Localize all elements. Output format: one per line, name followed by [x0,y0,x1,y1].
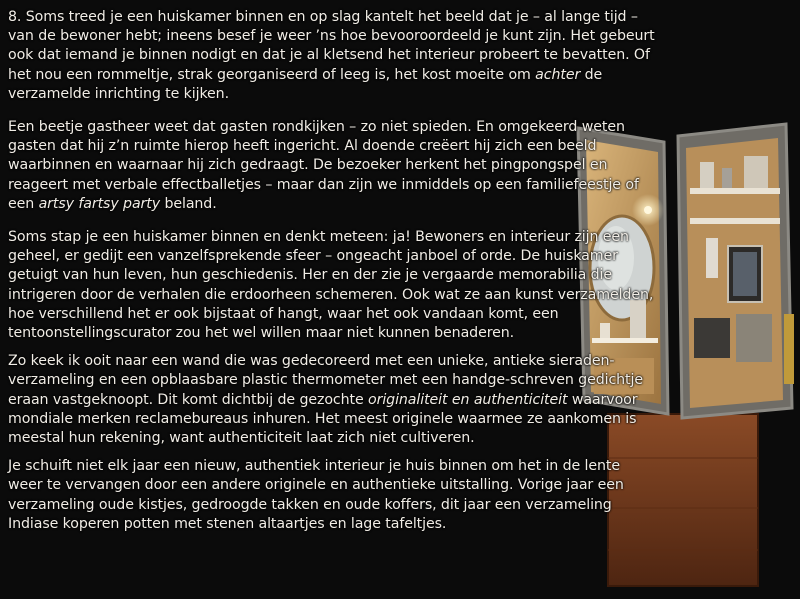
paragraph-3 [8,228,658,343]
emphasis: achter [535,66,581,83]
paragraph-5 [8,457,658,534]
text-run: beland. [160,195,217,212]
text-run: Zo keek ik ooit naar een wand die was gedecoreerd met een unieke, antieke sieraden-verzameling en een opblaasbare plastic thermometer met een handge-schreven gedichtje eraan vastgeknoopt. Dit komt dichtbij de gezochte [8,353,643,408]
paragraph-2 [8,118,658,214]
text-run: Soms stap je een huiskamer binnen en denkt meteen: ja! Bewoners en interieur zijn een geheel, er gedijt een vanzelfsprekende sfeer – ongeacht janboel of orde. De huiskamer getuigt van hun leven, hun geschiedenis. Her en der zie je vergaarde memorabilia die intrigeren door de verhalen die erdoorheen schemeren. Ook wat ze aan kunst verzamelden, hoe verschillend het er ook bijstaat of hangt, waar het ook vandaan komt, een tentoonstellingscurator zou het wel willen maar niet kunnen benaderen. [8,229,654,342]
article-text [8,8,658,548]
emphasis: artsy fartsy party [38,195,161,212]
text-run: waarvoor mondiale merken reclamebureaus inhuren. Het meest originele waarmee ze aankomen is meestal hun rekening, want authenticiteit laat zich niet cultiveren. [8,391,638,447]
text-run: 8. Soms treed je een huiskamer binnen en op slag kantelt het beeld dat je – al lange tijd – van de bewoner hebt; ineens besef je weer ’ns hoe bevooroordeeld je kunt zijn. Het gebeurt ook dat iemand je binnen nodigt en dat je al kletsend het interieur probeert te bevatten. Of het nou een rommeltje, strak georganiseerd of leeg is, het kost moeite om [8,9,655,83]
text-run: de verzamelde inrichting te kijken. [8,66,603,102]
paragraph-1 [8,8,658,104]
text-run: Een beetje gastheer weet dat gasten rondkijken – zo niet spieden. En omgekeerd weten gasten dat hij z’n ruimte hierop heeft ingericht. Al doende creëert hij zich een beeld waarbinnen en waarnaar hij zich gedraagt. De bezoeker herkent het pingpongspel en reageert met verbale effectballetjes – maar dan zijn we inmiddels op een familiefeestje of een [8,119,639,212]
emphasis: originaliteit en authenticiteit [368,391,568,408]
paragraph-4 [8,352,658,448]
text-run: Je schuift niet elk jaar een nieuw, authentiek interieur je huis binnen om het in de lente weer te vervangen door een andere originele en authentieke uitstalling. Vorige jaar een verzameling oude kistjes, gedroogde takken en oude koffers, dit jaar een verzameling Indiase koperen potten met stenen altaartjes en lage tafeltjes. [8,458,624,532]
